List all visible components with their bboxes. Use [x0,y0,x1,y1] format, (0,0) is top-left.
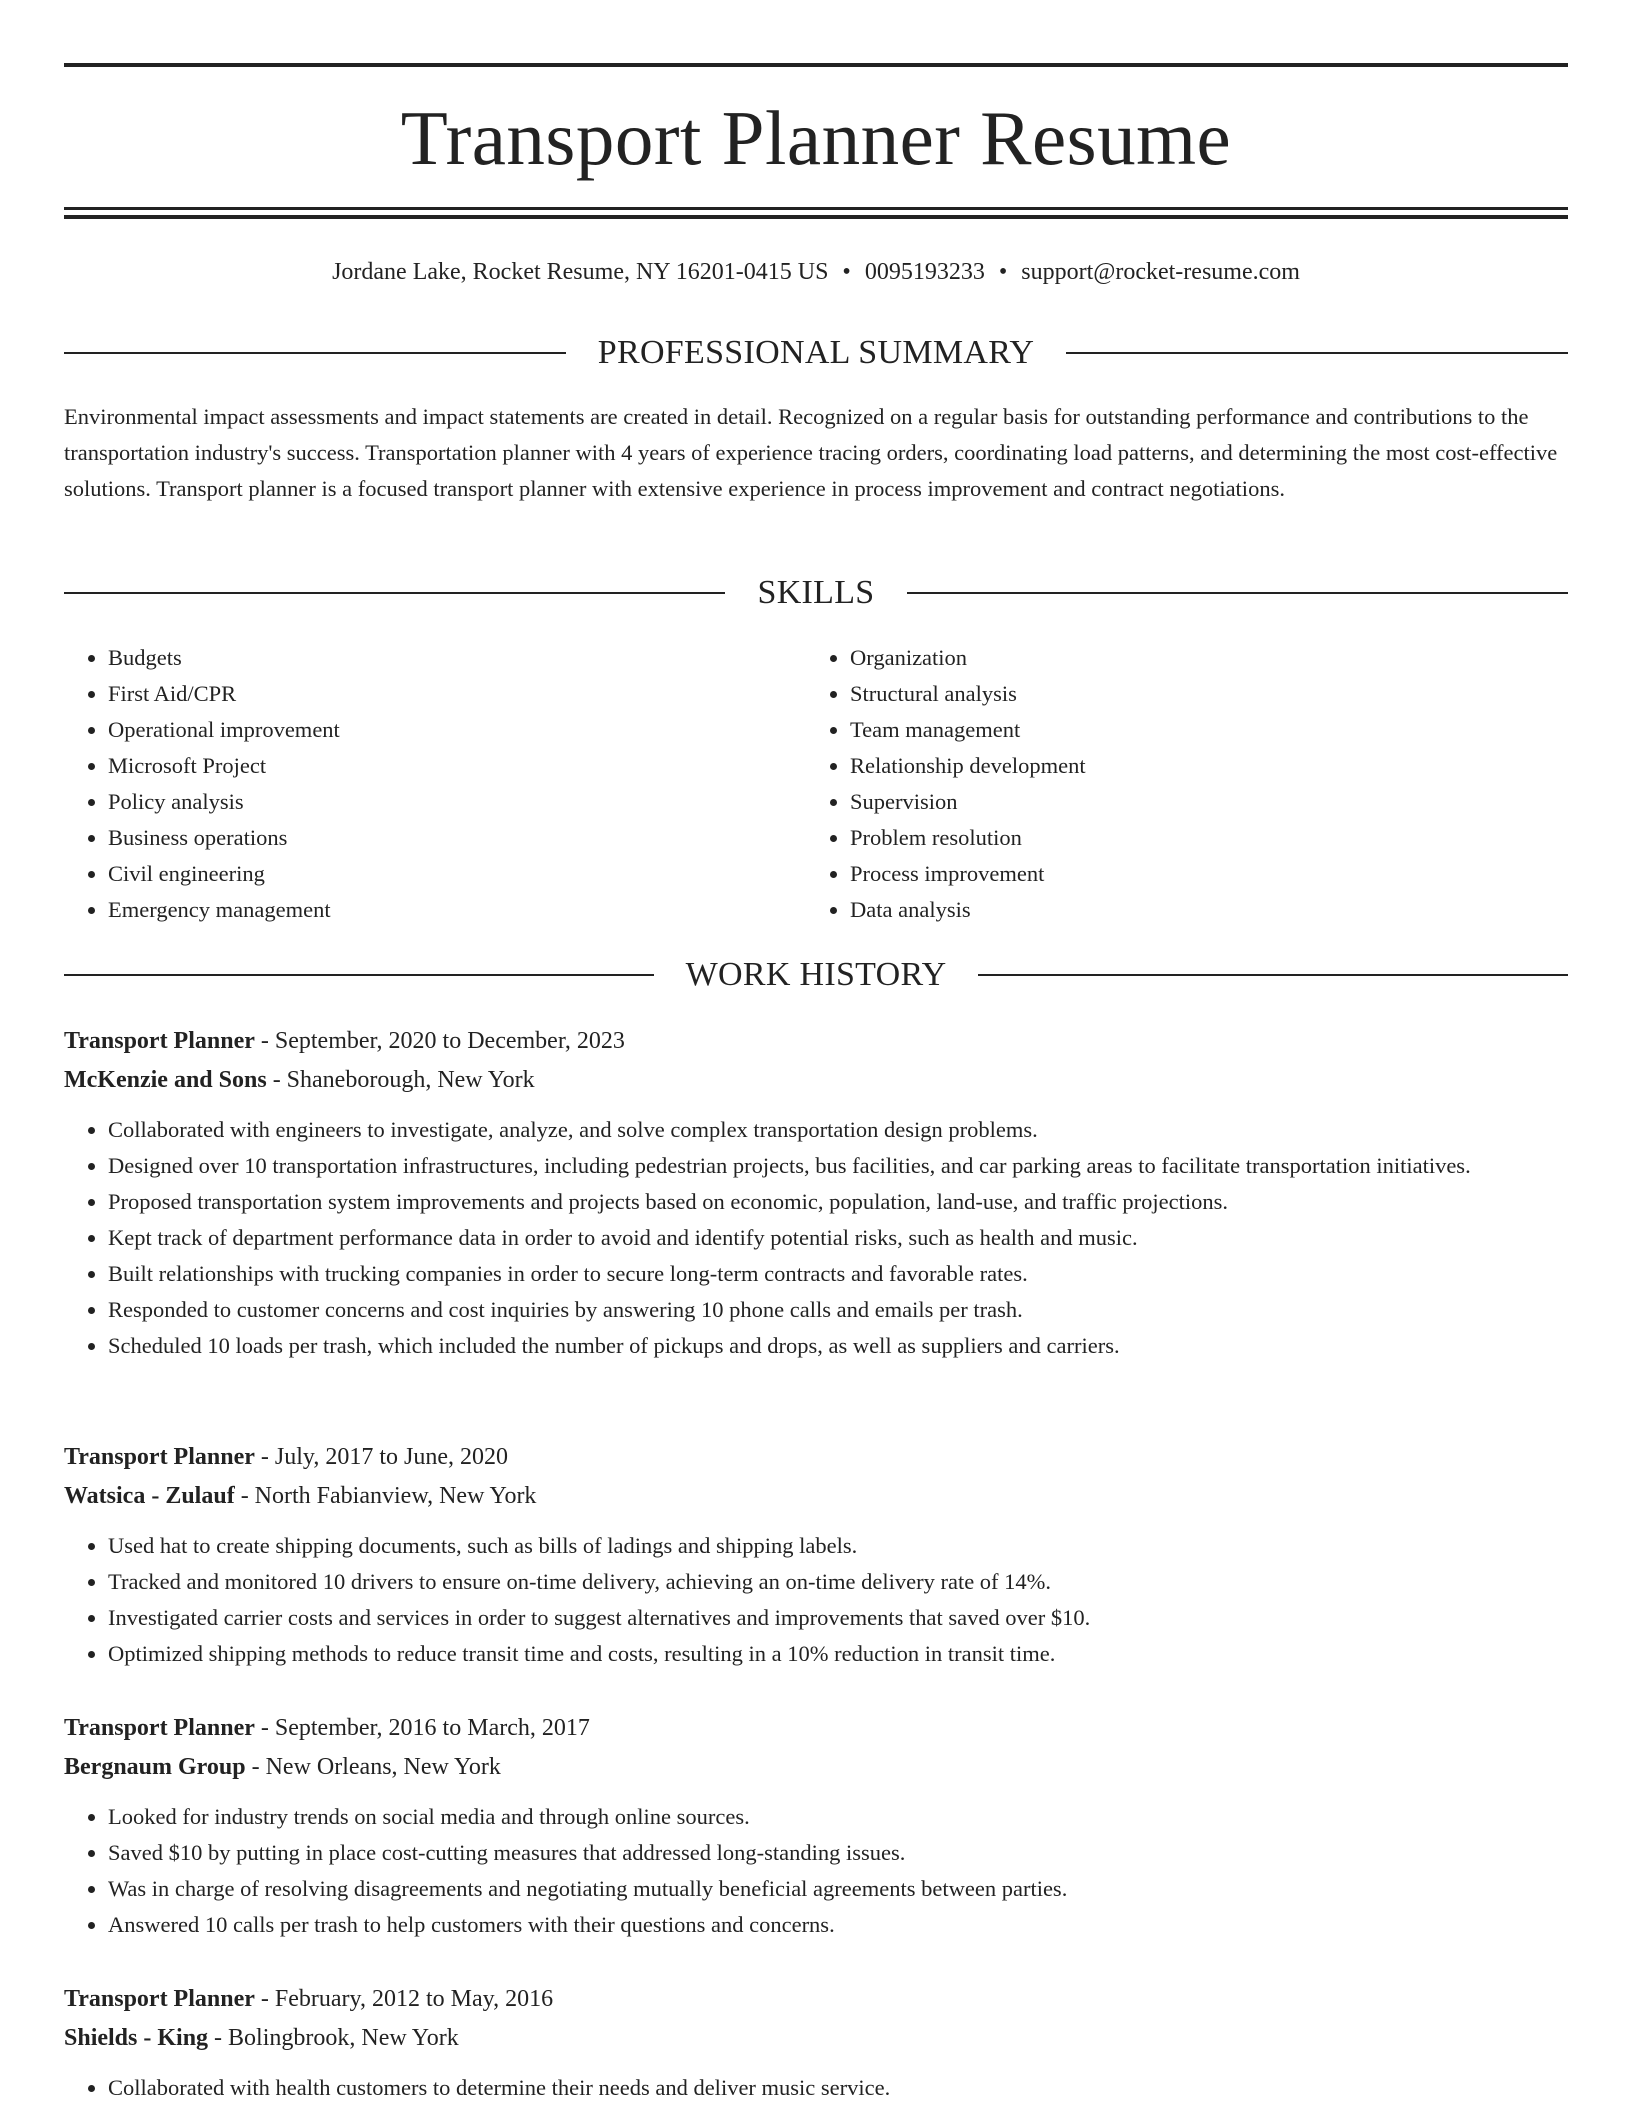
heading-rule-right [1066,352,1568,354]
skill-item: • Operational improvement [108,712,340,748]
skill-item: • Supervision [850,784,1086,820]
skill-item: • Policy analysis [108,784,340,820]
skills-heading-label: SKILLS [757,574,875,611]
contact-separator: • [842,259,851,285]
skill-item: • Structural analysis [850,676,1086,712]
job-company: Shields - King [64,2025,209,2051]
job-title-line [64,1709,1568,1748]
job-title-line [64,1980,1568,2019]
heading-rule-left [64,592,725,594]
skill-item: • Process improvement [850,856,1086,892]
job-bullet: • Used hat to create shipping documents, such as bills of ladings and shipping labels. [108,1528,1568,1564]
contact-address: Jordane Lake, Rocket Resume, NY 16201-0415 US [332,259,829,285]
job-location: - Bolingbrook, New York [208,2025,459,2051]
work-history-section-heading [64,955,1568,995]
job-dates: - September, 2020 to December, 2023 [254,1028,625,1054]
job-bullets [64,1799,1568,1943]
job-title-line [64,1438,1568,1477]
job-bullet: • Responded to customer concerns and cost inquiries by answering 10 phone calls and emails per trash. [108,1292,1568,1328]
job-bullet: • Optimized shipping methods to reduce transit time and costs, resulting in a 10% reduction in transit time. [108,1636,1568,1672]
job-bullets [64,2070,1568,2106]
skill-item: • Business operations [108,820,340,856]
job-bullet: • Proposed transportation system improvements and projects based on economic, population, land-use, and traffic projections. [108,1184,1568,1220]
top-rule [64,63,1568,67]
job-entry [64,1980,1568,2106]
job-bullet: • Kept track of department performance data in order to avoid and identify potential risks, such as health and music. [108,1220,1568,1256]
job-title: Transport Planner [64,1444,255,1470]
summary-heading-label: PROFESSIONAL SUMMARY [597,334,1035,371]
contact-line [64,255,1568,289]
skill-item: • Team management [850,712,1086,748]
job-bullet: • Looked for industry trends on social media and through online sources. [108,1799,1568,1835]
job-bullet: • Was in charge of resolving disagreements and negotiating mutually beneficial agreements between parties. [108,1871,1568,1907]
job-bullet: • Built relationships with trucking companies in order to secure long-term contracts and favorable rates. [108,1256,1568,1292]
job-company: Bergnaum Group [64,1754,246,1780]
contact-phone: 0095193233 [864,259,985,285]
contact-email: support@rocket-resume.com [1021,259,1300,285]
skills-column-right [806,640,1086,928]
job-dates: - September, 2016 to March, 2017 [254,1715,590,1741]
job-bullet: • Investigated carrier costs and services in order to suggest alternatives and improvements that saved over $10. [108,1600,1568,1636]
job-location: - North Fabianview, New York [234,1483,537,1509]
job-bullet: • Designed over 10 transportation infrastructures, including pedestrian projects, bus facilities, and car parking areas to facilitate transportation initiatives. [108,1148,1568,1184]
skills-column-left [64,640,340,928]
work-history-heading-label: WORK HISTORY [685,956,947,993]
job-location: - Shaneborough, New York [266,1067,535,1093]
job-location: - New Orleans, New York [245,1754,501,1780]
job-dates: - July, 2017 to June, 2020 [254,1444,508,1470]
job-entry [64,1022,1568,1364]
job-bullets [64,1528,1568,1672]
resume-title: Transport Planner Resume [400,95,1232,181]
job-bullet: • Answered 10 calls per trash to help customers with their questions and concerns. [108,1907,1568,1943]
skills-section-heading [64,573,1568,613]
job-entry [64,1438,1568,1672]
job-title: Transport Planner [64,1028,255,1054]
job-dates: - February, 2012 to May, 2016 [254,1986,554,2012]
title-double-rule-lower [64,215,1568,219]
summary-text: Environmental impact assessments and impact statements are created in detail. Recognized on a regular basis for outstanding performance and contributions to the transportation industry's success. Transportation planner with 4 years of experience tracing orders, coordinating load patterns, and determining the most cost-effective solutions. Transport planner is a focused transport planner with extensive experience in process improvement and contract negotiations. [64,404,1558,501]
skill-item: • Relationship development [850,748,1086,784]
job-bullet: • Collaborated with health customers to determine their needs and deliver music service. [108,2070,1568,2106]
job-title: Transport Planner [64,1986,255,2012]
job-bullet: • Scheduled 10 loads per trash, which included the number of pickups and drops, as well as suppliers and carriers. [108,1328,1568,1364]
skill-item: • Civil engineering [108,856,340,892]
job-bullet: • Tracked and monitored 10 drivers to ensure on-time delivery, achieving an on-time delivery rate of 14%. [108,1564,1568,1600]
heading-rule-right [907,592,1568,594]
job-bullet: • Collaborated with engineers to investigate, analyze, and solve complex transportation design problems. [108,1112,1568,1148]
contact-separator: • [998,259,1008,285]
skill-item: • Organization [850,640,1086,676]
job-title-line [64,1022,1568,1061]
job-company-line [64,2019,1568,2058]
skill-item: • First Aid/CPR [108,676,340,712]
job-bullets [64,1112,1568,1364]
heading-rule-left [64,352,566,354]
job-company-line [64,1748,1568,1787]
skill-item: • Budgets [108,640,340,676]
skill-item: • Data analysis [850,892,1086,928]
heading-rule-right [978,974,1568,976]
job-company: Watsica - Zulauf [64,1483,235,1509]
job-company-line [64,1061,1568,1100]
job-entry [64,1709,1568,1943]
job-company: McKenzie and Sons [64,1067,267,1093]
job-bullet: • Saved $10 by putting in place cost-cutting measures that addressed long-standing issues. [108,1835,1568,1871]
job-company-line [64,1477,1568,1516]
title-double-rule-upper [64,207,1568,210]
skill-item: • Microsoft Project [108,748,340,784]
skill-item: • Emergency management [108,892,340,928]
summary-section-heading [64,333,1568,373]
heading-rule-left [64,974,654,976]
job-title: Transport Planner [64,1715,255,1741]
skill-item: • Problem resolution [850,820,1086,856]
